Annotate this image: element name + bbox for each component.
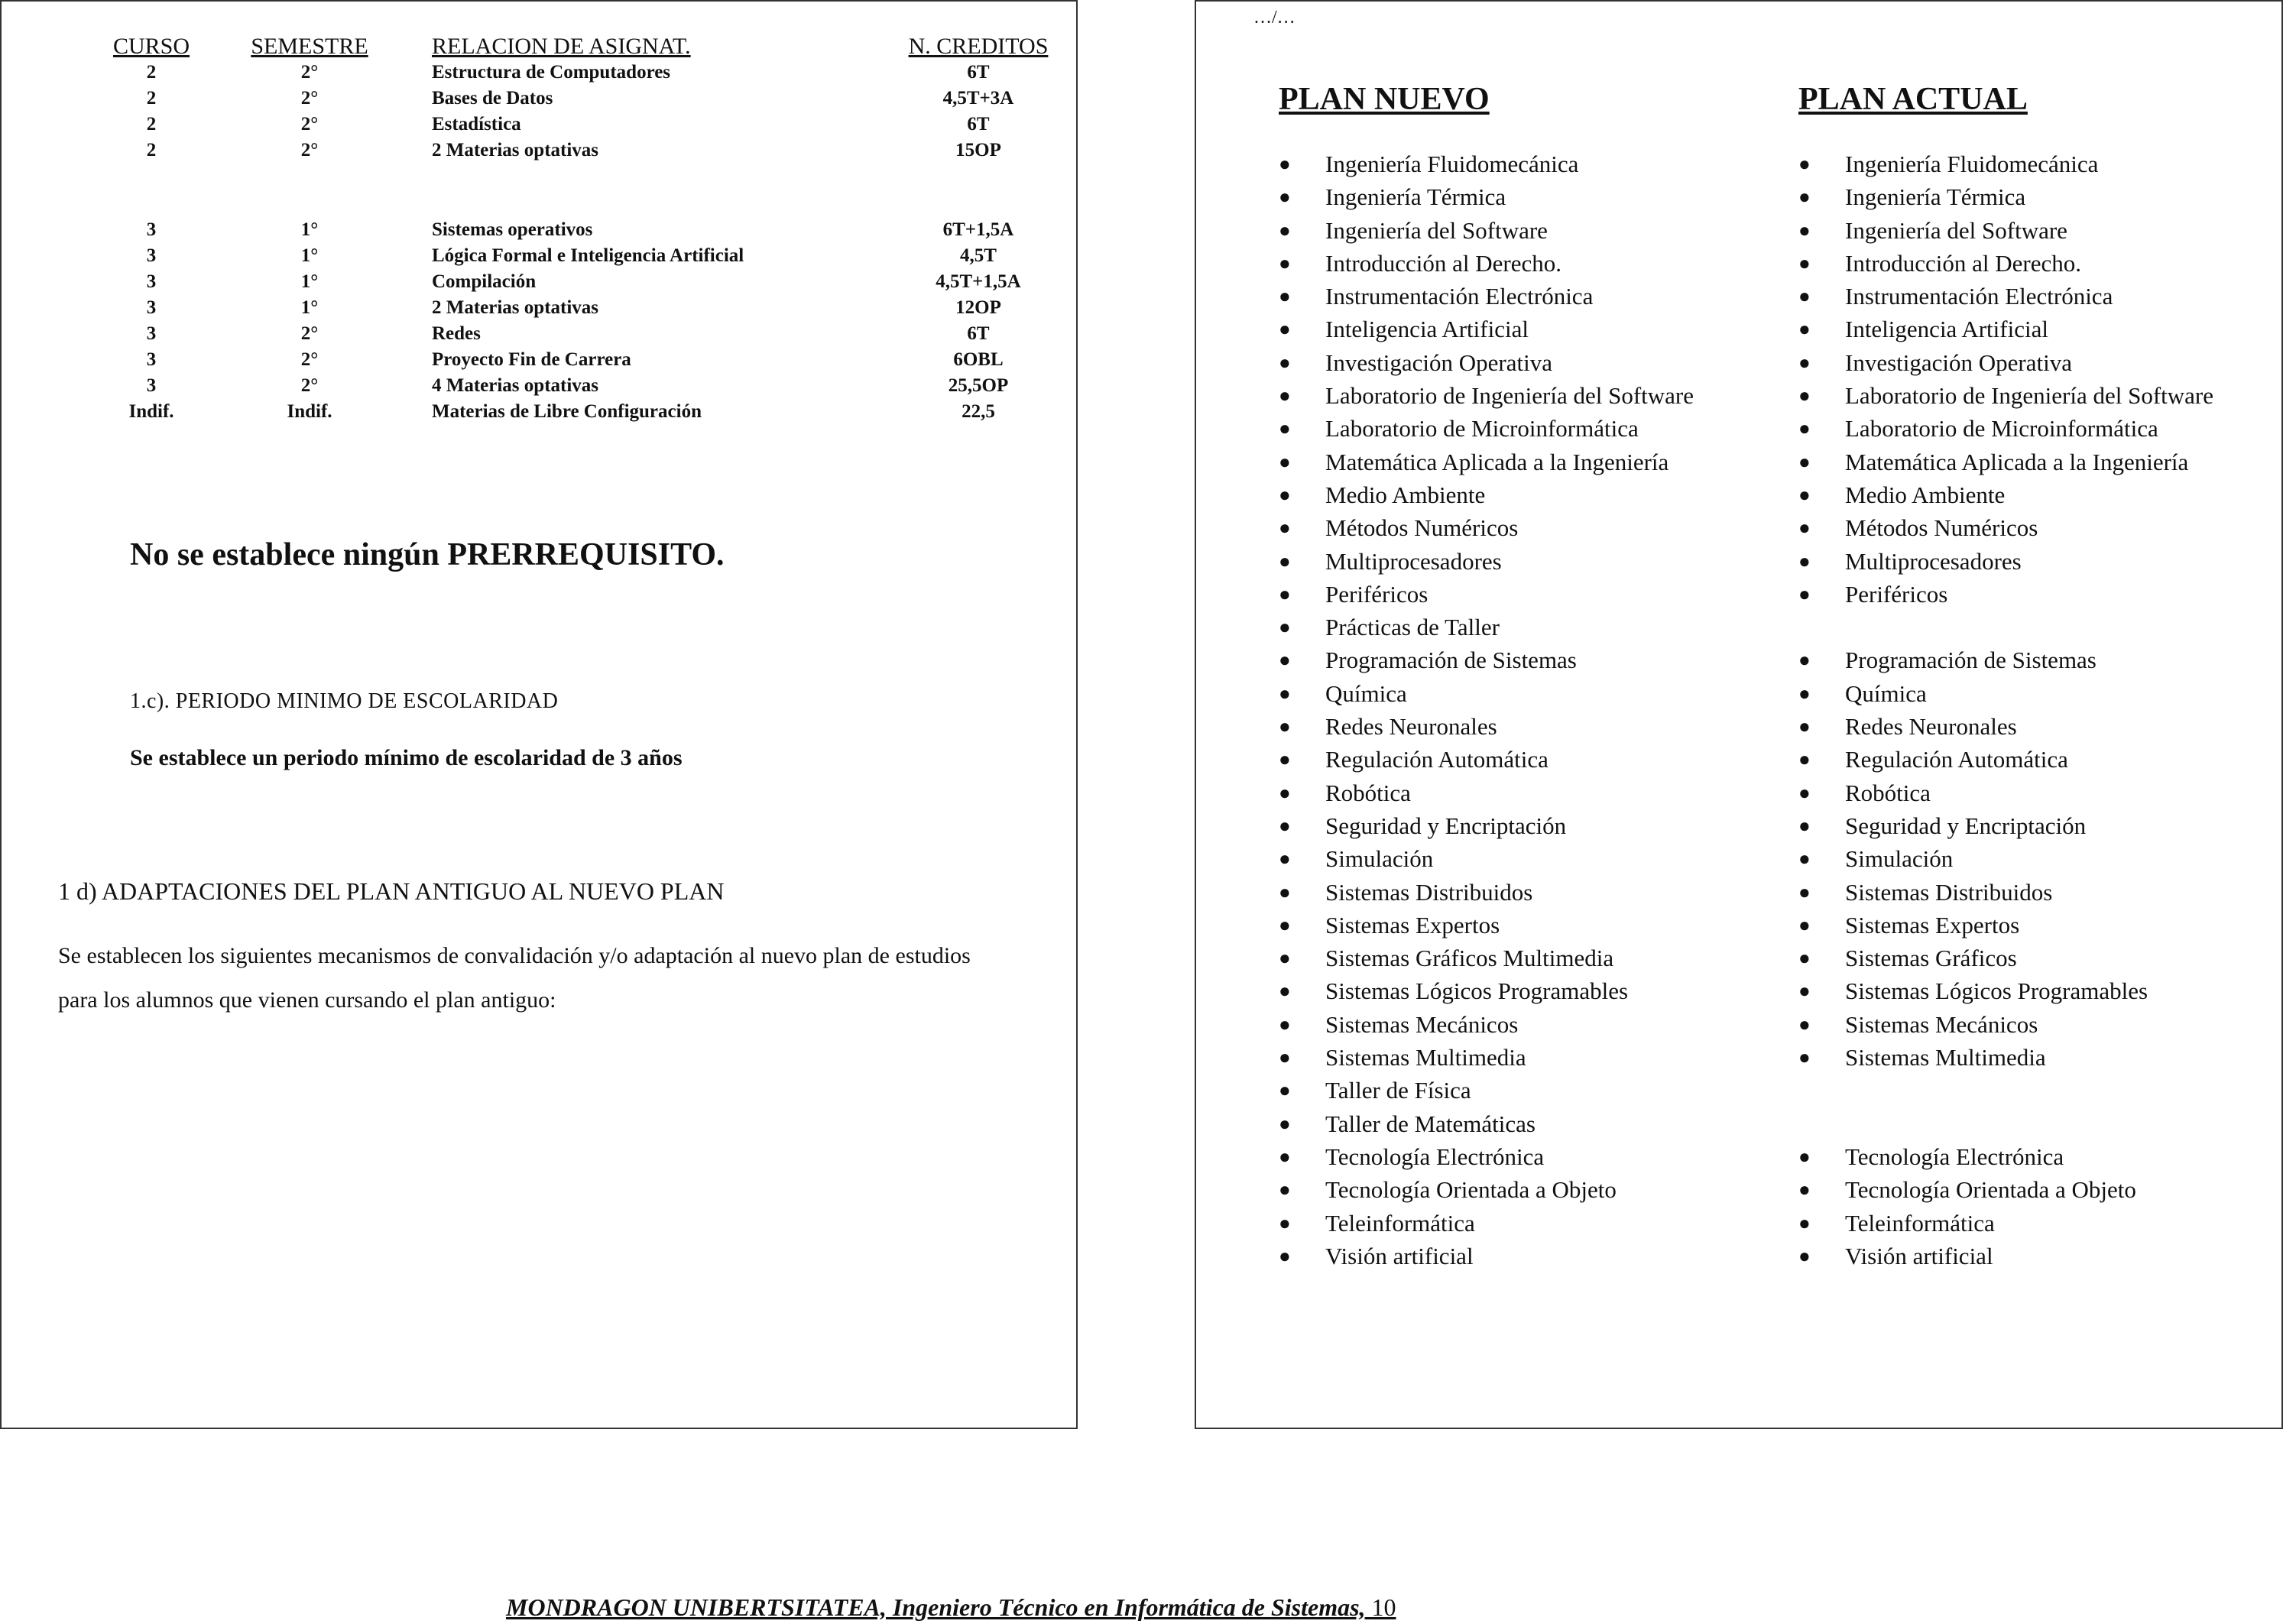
cell-creditos: 12OP xyxy=(955,297,1001,318)
list-item xyxy=(1792,313,2213,345)
cell-asignatura: 2 Materias optativas xyxy=(432,297,599,318)
list-item-label: Investigación Operativa xyxy=(1325,348,1552,376)
list-item xyxy=(1792,1074,2213,1107)
list-item-label: Visión artificial xyxy=(1325,1242,1474,1269)
bullet-icon: ● xyxy=(1279,781,1291,804)
cell-creditos: 6T xyxy=(967,62,990,83)
list-item-label: Teleinformática xyxy=(1325,1209,1475,1237)
cell-curso: 2 xyxy=(146,140,157,160)
bullet-icon: ● xyxy=(1798,682,1811,705)
bullet-icon: ● xyxy=(1279,913,1291,936)
bullet-icon: ● xyxy=(1279,417,1291,440)
list-item-label: Taller de Matemáticas xyxy=(1325,1110,1536,1137)
list-item-label: Sistemas Expertos xyxy=(1325,911,1500,938)
list-item xyxy=(1792,1173,2213,1206)
list-item-label: Investigación Operativa xyxy=(1845,348,2072,376)
bullet-icon: ● xyxy=(1798,1046,1811,1069)
list-item xyxy=(1273,942,1694,974)
list-item-label: Programación de Sistemas xyxy=(1845,647,2097,674)
cell-curso: 3 xyxy=(146,219,157,240)
bullet-icon: ● xyxy=(1798,748,1811,771)
plan-actual-list xyxy=(1792,147,2213,1272)
cell-semestre: 2° xyxy=(300,88,319,109)
bullet-icon: ● xyxy=(1798,153,1811,175)
list-item xyxy=(1792,677,2213,710)
header-curso: CURSO xyxy=(112,34,190,59)
list-item-label: Laboratorio de Microinformática xyxy=(1845,415,2158,442)
list-item xyxy=(1792,247,2213,280)
list-item-label: Sistemas Lógicos Programables xyxy=(1845,977,2148,1005)
list-item xyxy=(1273,710,1694,743)
list-item-label: Simulación xyxy=(1845,845,1954,873)
bullet-icon: ● xyxy=(1279,450,1291,473)
prerequisite-statement: No se establece ningún PRERREQUISITO. xyxy=(130,537,725,572)
list-item-label: Robótica xyxy=(1325,779,1411,806)
bullet-icon: ● xyxy=(1279,880,1291,903)
bullet-icon: ● xyxy=(1279,715,1291,738)
cell-curso: 2 xyxy=(146,88,157,109)
list-item xyxy=(1273,280,1694,313)
list-item xyxy=(1792,842,2213,875)
list-item-label: Matemática Aplicada a la Ingeniería xyxy=(1845,448,2189,475)
list-item xyxy=(1792,446,2213,478)
cell-creditos: 22,5 xyxy=(962,401,995,422)
list-item-label: Tecnología Orientada a Objeto xyxy=(1325,1176,1617,1204)
cell-asignatura: Estadística xyxy=(432,114,521,135)
list-item xyxy=(1273,346,1694,379)
bullet-icon: ● xyxy=(1279,483,1291,506)
cell-curso: 2 xyxy=(146,62,157,83)
list-item-label: Instrumentación Electrónica xyxy=(1325,283,1594,310)
bullet-icon: ● xyxy=(1279,947,1291,970)
page-footer xyxy=(506,1593,1396,1622)
list-item xyxy=(1792,776,2213,809)
bullet-icon: ● xyxy=(1279,1079,1291,1102)
bullet-icon: ● xyxy=(1279,1112,1291,1135)
list-item-label: Simulación xyxy=(1325,845,1434,873)
list-item xyxy=(1792,1107,2213,1140)
list-item xyxy=(1792,379,2213,412)
bullet-icon: ● xyxy=(1798,351,1811,374)
bullet-icon: ● xyxy=(1279,682,1291,705)
bullet-icon: ● xyxy=(1279,549,1291,572)
list-item xyxy=(1273,643,1694,676)
cell-asignatura: Estructura de Computadores xyxy=(432,62,671,83)
list-item-label: Ingeniería del Software xyxy=(1325,216,1548,244)
list-item xyxy=(1273,180,1694,213)
bullet-icon: ● xyxy=(1279,251,1291,274)
bullet-icon: ● xyxy=(1798,384,1811,407)
cell-semestre: 2° xyxy=(300,114,319,135)
list-item-label: Tecnología Orientada a Objeto xyxy=(1845,1176,2136,1204)
list-item-label: Tecnología Electrónica xyxy=(1325,1143,1545,1170)
cell-asignatura: Compilación xyxy=(432,271,537,292)
header-semestre: SEMESTRE xyxy=(251,34,368,59)
cell-curso: 3 xyxy=(146,323,157,344)
list-item xyxy=(1273,974,1694,1007)
bullet-icon: ● xyxy=(1279,1145,1291,1168)
list-item-label: Seguridad y Encriptación xyxy=(1845,812,2087,839)
cell-asignatura: Bases de Datos xyxy=(432,88,553,109)
list-item xyxy=(1273,379,1694,412)
list-item xyxy=(1792,511,2213,544)
bullet-icon: ● xyxy=(1279,219,1291,241)
list-item-label: Regulación Automática xyxy=(1845,746,2068,773)
bullet-icon: ● xyxy=(1798,1145,1811,1168)
cell-semestre: 2° xyxy=(300,375,319,396)
list-item-label: Ingeniería Térmica xyxy=(1845,183,2026,211)
list-item xyxy=(1792,611,2213,643)
list-item xyxy=(1792,346,2213,379)
list-item xyxy=(1792,942,2213,974)
list-item-label: Sistemas Distribuidos xyxy=(1325,878,1533,906)
bullet-icon: ● xyxy=(1279,1178,1291,1201)
cell-semestre: 2° xyxy=(300,62,319,83)
list-item-label: Visión artificial xyxy=(1845,1242,1993,1269)
list-item-label: Ingeniería del Software xyxy=(1845,216,2067,244)
bullet-icon: ● xyxy=(1798,1013,1811,1036)
bullet-icon: ● xyxy=(1279,980,1291,1003)
list-item xyxy=(1792,809,2213,842)
list-item xyxy=(1792,1140,2213,1173)
list-item xyxy=(1792,743,2213,776)
list-item-label: Sistemas Distribuidos xyxy=(1845,878,2053,906)
list-item-label: Redes Neuronales xyxy=(1325,713,1497,741)
cell-asignatura: Proyecto Fin de Carrera xyxy=(432,349,631,370)
cell-semestre: 1° xyxy=(300,271,319,292)
bullet-icon: ● xyxy=(1279,153,1291,175)
cell-curso: 3 xyxy=(146,375,157,396)
cell-creditos: 4,5T+1,5A xyxy=(936,271,1021,292)
bullet-icon: ● xyxy=(1798,781,1811,804)
cell-curso: Indif. xyxy=(128,401,174,422)
bullet-icon: ● xyxy=(1798,1178,1811,1201)
list-item xyxy=(1792,180,2213,213)
cell-curso: 3 xyxy=(146,349,157,370)
list-item xyxy=(1273,545,1694,578)
bullet-icon: ● xyxy=(1798,913,1811,936)
bullet-icon: ● xyxy=(1798,483,1811,506)
cell-semestre: Indif. xyxy=(287,401,332,422)
list-item-label: Inteligencia Artificial xyxy=(1845,316,2048,343)
list-item xyxy=(1273,1207,1694,1240)
list-item-label: Métodos Numéricos xyxy=(1325,514,1519,542)
list-item xyxy=(1792,1207,2213,1240)
list-item-label: Multiprocesadores xyxy=(1325,547,1502,575)
bullet-icon: ● xyxy=(1798,848,1811,870)
page-number: 10 xyxy=(1371,1593,1396,1621)
footer-text: MONDRAGON UNIBERTSITATEA, Ingeniero Técnico en Informática de Sistemas, xyxy=(506,1593,1366,1621)
list-item xyxy=(1273,1140,1694,1173)
adaptaciones-heading: 1 d) ADAPTACIONES DEL PLAN ANTIGUO AL NUEVO PLAN xyxy=(58,877,725,905)
bullet-icon: ● xyxy=(1798,715,1811,738)
bullet-icon: ● xyxy=(1279,814,1291,837)
list-item xyxy=(1273,842,1694,875)
list-item xyxy=(1273,511,1694,544)
list-item-label: Ingeniería Térmica xyxy=(1325,183,1506,211)
list-item-label: Laboratorio de Ingeniería del Software xyxy=(1845,382,2214,410)
bullet-icon: ● xyxy=(1279,616,1291,639)
adaptaciones-paragraph: Se establecen los siguientes mecanismos de convalidación y/o adaptación al nuevo plan de estudios para los alumnos que vienen cursando el plan antiguo: xyxy=(58,943,971,1013)
cell-creditos: 15OP xyxy=(955,140,1001,160)
cell-creditos: 6T xyxy=(967,323,990,344)
bullet-icon: ● xyxy=(1279,384,1291,407)
list-item-label: Periféricos xyxy=(1845,580,1948,608)
list-item-label: Química xyxy=(1325,679,1407,707)
cell-creditos: 4,5T+3A xyxy=(942,88,1014,109)
list-item xyxy=(1792,1240,2213,1272)
list-item-label: Medio Ambiente xyxy=(1325,481,1486,508)
list-item xyxy=(1792,478,2213,511)
bullet-icon: ● xyxy=(1798,417,1811,440)
bullet-icon: ● xyxy=(1798,1211,1811,1234)
list-item xyxy=(1792,876,2213,909)
bullet-icon: ● xyxy=(1798,517,1811,540)
list-item-label: Redes Neuronales xyxy=(1845,713,2017,741)
cell-creditos: 4,5T xyxy=(960,245,997,266)
list-item-label: Sistemas Multimedia xyxy=(1325,1044,1526,1071)
list-item xyxy=(1273,1240,1694,1272)
list-item-label: Introducción al Derecho. xyxy=(1845,249,2082,277)
plan-nuevo-list xyxy=(1273,147,1694,1272)
list-item xyxy=(1273,776,1694,809)
cell-semestre: 2° xyxy=(300,349,319,370)
cell-creditos: 6T+1,5A xyxy=(942,219,1014,240)
list-item-label: Ingeniería Fluidomecánica xyxy=(1325,151,1579,177)
list-item-label: Programación de Sistemas xyxy=(1325,647,1577,674)
list-item xyxy=(1273,478,1694,511)
list-item-label: Laboratorio de Ingeniería del Software xyxy=(1325,382,1694,410)
bullet-icon: ● xyxy=(1279,1013,1291,1036)
cell-asignatura: Materias de Libre Configuración xyxy=(432,401,702,422)
list-item-label: Tecnología Electrónica xyxy=(1845,1143,2064,1170)
list-item-label: Sistemas Mecánicos xyxy=(1325,1010,1519,1038)
continuation-mark: …/… xyxy=(1253,8,1296,28)
list-item-label: Robótica xyxy=(1845,779,1931,806)
list-item xyxy=(1792,280,2213,313)
list-item-label: Periféricos xyxy=(1325,580,1428,608)
bullet-icon: ● xyxy=(1798,880,1811,903)
list-item-label: Introducción al Derecho. xyxy=(1325,249,1562,277)
header-creditos: N. CREDITOS xyxy=(908,34,1049,59)
bullet-icon: ● xyxy=(1798,582,1811,605)
cell-asignatura: 2 Materias optativas xyxy=(432,140,599,160)
list-item xyxy=(1273,1074,1694,1107)
cell-semestre: 2° xyxy=(300,140,319,160)
bullet-icon: ● xyxy=(1798,285,1811,308)
list-item xyxy=(1273,909,1694,942)
bullet-icon: ● xyxy=(1279,582,1291,605)
list-item xyxy=(1273,446,1694,478)
list-item-label: Teleinformática xyxy=(1845,1209,1995,1237)
bullet-icon: ● xyxy=(1798,947,1811,970)
header-relacion: RELACION DE ASIGNAT. xyxy=(432,34,691,59)
list-item-label: Sistemas Expertos xyxy=(1845,911,2020,938)
bullet-icon: ● xyxy=(1279,517,1291,540)
plan-actual-title: PLAN ACTUAL xyxy=(1798,82,2028,117)
cell-asignatura: 4 Materias optativas xyxy=(432,375,599,396)
list-item-label: Métodos Numéricos xyxy=(1845,514,2038,542)
list-item-label: Multiprocesadores xyxy=(1845,547,2022,575)
list-item-label: Seguridad y Encriptación xyxy=(1325,812,1567,839)
cell-curso: 2 xyxy=(146,114,157,135)
list-item xyxy=(1792,1041,2213,1074)
cell-semestre: 1° xyxy=(300,297,319,318)
bullet-icon: ● xyxy=(1798,318,1811,341)
bullet-icon: ● xyxy=(1798,251,1811,274)
bullet-icon: ● xyxy=(1798,814,1811,837)
cell-semestre: 1° xyxy=(300,219,319,240)
list-item xyxy=(1273,677,1694,710)
list-item xyxy=(1792,214,2213,247)
course-table xyxy=(111,34,1066,439)
cell-semestre: 1° xyxy=(300,245,319,266)
list-item xyxy=(1273,611,1694,643)
list-item-label: Taller de Física xyxy=(1325,1077,1471,1104)
cell-curso: 3 xyxy=(146,271,157,292)
bullet-icon: ● xyxy=(1279,285,1291,308)
bullet-icon: ● xyxy=(1279,318,1291,341)
periodo-heading: 1.c). PERIODO MINIMO DE ESCOLARIDAD xyxy=(130,689,559,713)
list-item xyxy=(1792,147,2213,180)
bullet-icon: ● xyxy=(1798,450,1811,473)
list-item xyxy=(1273,147,1694,180)
bullet-icon: ● xyxy=(1279,1046,1291,1069)
bullet-icon: ● xyxy=(1798,1244,1811,1267)
list-item xyxy=(1792,909,2213,942)
list-item-label: Sistemas Lógicos Programables xyxy=(1325,977,1629,1005)
cell-curso: 3 xyxy=(146,297,157,318)
bullet-icon: ● xyxy=(1279,186,1291,209)
list-item xyxy=(1792,1008,2213,1041)
cell-asignatura: Sistemas operativos xyxy=(432,219,593,240)
list-item xyxy=(1792,974,2213,1007)
list-item-label: Prácticas de Taller xyxy=(1325,614,1500,641)
list-item-label: Instrumentación Electrónica xyxy=(1845,283,2113,310)
list-item xyxy=(1273,412,1694,445)
list-item xyxy=(1273,1107,1694,1140)
list-item xyxy=(1273,876,1694,909)
list-item xyxy=(1273,1041,1694,1074)
bullet-icon: ● xyxy=(1279,1244,1291,1267)
cell-asignatura: Lógica Formal e Inteligencia Artificial xyxy=(432,245,744,266)
list-item-label: Sistemas Gráficos xyxy=(1845,945,2017,972)
list-item xyxy=(1273,313,1694,345)
bullet-icon: ● xyxy=(1279,848,1291,870)
bullet-icon: ● xyxy=(1798,980,1811,1003)
cell-creditos: 25,5OP xyxy=(948,375,1009,396)
list-item xyxy=(1792,578,2213,611)
list-item-label: Matemática Aplicada a la Ingeniería xyxy=(1325,448,1669,475)
list-item xyxy=(1792,545,2213,578)
list-item xyxy=(1273,743,1694,776)
plan-nuevo-title: PLAN NUEVO xyxy=(1279,82,1490,117)
list-item-label: Regulación Automática xyxy=(1325,746,1548,773)
bullet-icon: ● xyxy=(1798,186,1811,209)
list-item-label: Sistemas Multimedia xyxy=(1845,1044,2046,1071)
cell-semestre: 2° xyxy=(300,323,319,344)
periodo-text: Se establece un periodo mínimo de escolaridad de 3 años xyxy=(130,745,683,770)
bullet-icon: ● xyxy=(1279,1211,1291,1234)
list-item xyxy=(1273,578,1694,611)
list-item-label: Inteligencia Artificial xyxy=(1325,316,1529,343)
bullet-icon: ● xyxy=(1279,649,1291,672)
cell-asignatura: Redes xyxy=(432,323,481,344)
list-item xyxy=(1273,1173,1694,1206)
bullet-icon: ● xyxy=(1798,219,1811,241)
list-item xyxy=(1792,412,2213,445)
list-item-label: Medio Ambiente xyxy=(1845,481,2006,508)
list-item xyxy=(1273,1008,1694,1041)
bullet-icon: ● xyxy=(1798,649,1811,672)
list-item-label: Ingeniería Fluidomecánica xyxy=(1845,151,2099,177)
cell-creditos: 6OBL xyxy=(953,349,1004,370)
list-item-label: Laboratorio de Microinformática xyxy=(1325,415,1639,442)
list-item-label: Química xyxy=(1845,679,1927,707)
bullet-icon: ● xyxy=(1798,549,1811,572)
cell-curso: 3 xyxy=(146,245,157,266)
bullet-icon: ● xyxy=(1279,351,1291,374)
list-item xyxy=(1273,247,1694,280)
list-item xyxy=(1273,214,1694,247)
list-item xyxy=(1273,809,1694,842)
list-item xyxy=(1792,643,2213,676)
list-item-label: Sistemas Mecánicos xyxy=(1845,1010,2038,1038)
list-item-label: Sistemas Gráficos Multimedia xyxy=(1325,945,1614,972)
bullet-icon: ● xyxy=(1279,748,1291,771)
cell-creditos: 6T xyxy=(967,114,990,135)
list-item xyxy=(1792,710,2213,743)
